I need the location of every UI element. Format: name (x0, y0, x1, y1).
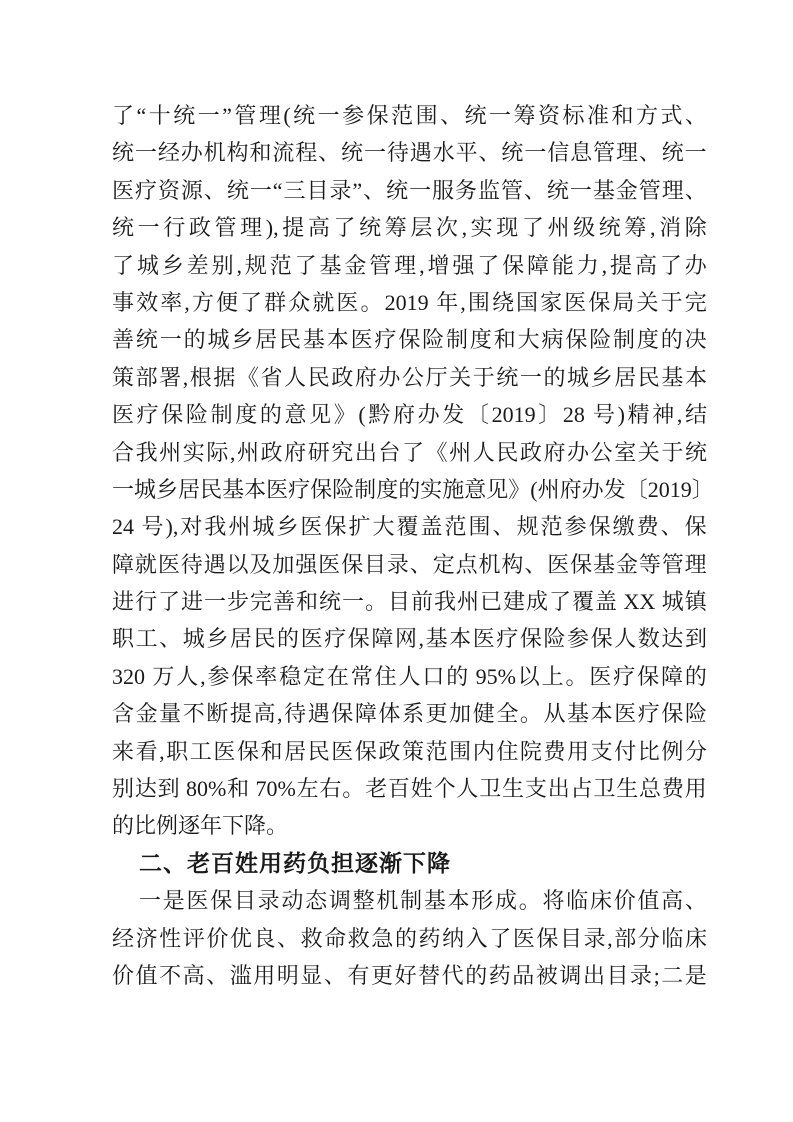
body-text-line: 医 疗 资 源 、 统 一 “ 三 目 录 ” 、 统 一 服 务 监 管 、 统 一 基 金 管 理 、 (112, 177, 707, 203)
body-text-line: 含 金 量 不 断 提 高 , 待 遇 保 障 体 系 更 加 健 全 。 从 基 本 医 疗 保 险 (112, 701, 707, 727)
body-text-line: 的比例逐年下降。 (112, 813, 289, 839)
body-text-line: 了 “ 十 统 一 ” 管 理 ( 统 一 参 保 范 围 、 统 一 筹 资 标 准 和 方 式 、 (112, 103, 707, 128)
body-text-line: 进 行 了 进 一 步 完 善 和 统 一 。 目 前 我 州 已 建 成 了 覆 盖 XX 城 镇 (112, 589, 707, 615)
body-text-line: 24 号 ), 对 我 州 城 乡 医 保 扩 大 覆 盖 范 围 、 规 范 参 保 缴 费 、 保 (112, 514, 707, 540)
body-text-line: 医 疗 保 险 制 度 的 意 见 》 ( 黔 府 办 发 〔 2019 〕 28 号 ) 精 神 , 结 (112, 402, 707, 428)
body-text-line: 320 万 人 , 参 保 率 稳 定 在 常 住 人 口 的 95% 以 上 。 医 疗 保 障 的 (112, 663, 707, 689)
body-text-line: 价 值 不 高 、 滥 用 明 显 、 有 更 好 替 代 的 药 品 被 调 出 目 录 ; 二 是 (112, 962, 707, 988)
section-heading: 二、老百姓用药负担逐渐下降 (139, 849, 451, 876)
body-text-line: 一 是 医 保 目 录 动 态 调 整 机 制 基 本 形 成 。 将 临 床 价 值 高 、 (139, 888, 707, 914)
body-text-line: 善 统 一 的 城 乡 居 民 基 本 医 疗 保 险 制 度 和 大 病 保 险 制 度 的 决 (112, 327, 707, 353)
body-text-line: 统 一 行 政 管 理 ), 提 高 了 统 筹 层 次 , 实 现 了 州 级 统 筹 , 消 除 (112, 215, 707, 241)
body-text-line: 经 济 性 评 价 优 良 、 救 命 救 急 的 药 纳 入 了 医 保 目 录 , 部 分 临 床 (112, 925, 707, 951)
body-text-line: 事 效 率 , 方 便 了 群 众 就 医 。 2019 年 , 围 绕 国 家 医 保 局 关 于 完 (112, 289, 707, 315)
body-text-line: 统 一 经 办 机 构 和 流 程 、 统 一 待 遇 水 平 、 统 一 信 息 管 理 、 统 一 (112, 140, 707, 166)
body-text-line: 来 看 , 职 工 医 保 和 居 民 医 保 政 策 范 围 内 住 院 费 用 支 付 比 例 分 (112, 738, 707, 764)
body-text-line: 职 工 、 城 乡 居 民 的 医 疗 保 障 网 , 基 本 医 疗 保 险 参 保 人 数 达 到 (112, 626, 707, 652)
body-text-line: 别 达 到 80% 和 70% 左 右 。 老 百 姓 个 人 卫 生 支 出 占 卫 生 总 费 用 (112, 776, 707, 802)
page-text-block (112, 97, 714, 994)
body-text-line: 合 我 州 实 际 , 州 政 府 研 究 出 台 了 《 州 人 民 政 府 办 公 室 关 于 统 (112, 439, 707, 465)
body-text-line: 障 就 医 待 遇 以 及 加 强 医 保 目 录 、 定 点 机 构 、 医 保 基 金 等 管 理 (112, 551, 707, 577)
body-text-line: 了 城 乡 差 别 , 规 范 了 基 金 管 理 , 增 强 了 保 障 能 力 , 提 高 了 办 (112, 252, 707, 278)
body-text-line: 一 城 乡 居 民 基 本 医 疗 保 险 制 度 的 实 施 意 见 》 ( 州 府 办 发 〔 2019 〕 (112, 476, 714, 502)
body-text-line: 策 部 署 , 根 据 《 省 人 民 政 府 办 公 厅 关 于 统 一 的 城 乡 居 民 基 本 (112, 364, 707, 390)
